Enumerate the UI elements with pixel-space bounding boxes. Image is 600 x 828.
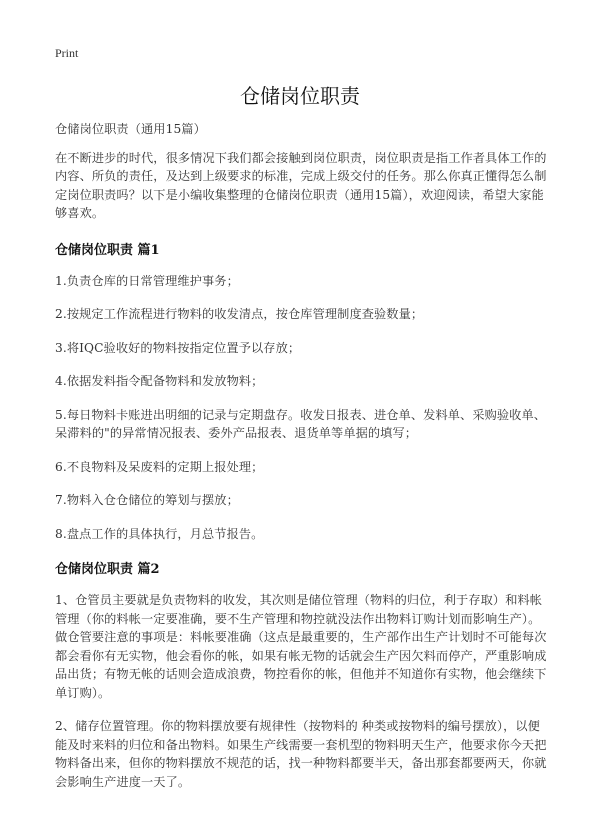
list-item: 4.依据发料指令配备物料和发放物料； [55, 374, 264, 388]
section-heading: 仓储岗位职责 篇1 [55, 242, 160, 258]
list-item: 5.每日物料卡账进出明细的记录与定期盘存。收发日报表、进仓单、发料单、采购验收单、呆滞料的"的异常情况报表、委外产品报表、退货单等单据的填写； [55, 407, 547, 440]
document-title: 仓储岗位职责 [240, 84, 360, 108]
document-subtitle: 仓储岗位职责（通用15篇） [55, 122, 206, 136]
list-item: 3.将IQC验收好的物料按指定位置予以存放； [55, 340, 301, 355]
list-item: 2.按规定工作流程进行物料的收发清点，按仓库管理制度查验数量； [55, 307, 424, 321]
print-label: Print [55, 46, 79, 60]
intro-paragraph: 在不断进步的时代，很多情况下我们都会接触到岗位职责，岗位职责是指工作者具体工作的内容、所负的责任，及达到上级要求的标准，完成上级交付的任务。那么你真正懂得怎么制定岗位职责吗？以下是小编收集整理的仓储岗位职责（通用15篇），欢迎阅读，希望大家能够喜欢。 [55, 150, 547, 220]
list-item: 7.物料入仓仓储位的筹划与摆放； [55, 493, 239, 507]
section-2 [55, 558, 547, 791]
document-body [55, 120, 547, 806]
list-item: 8.盘点工作的具体执行，月总节报告。 [55, 526, 264, 541]
list-item: 6.不良物料及呆废料的定期上报处理； [55, 459, 264, 474]
section-paragraph: 2、储存位置管理。你的物料摆放要有规律性（按物料的 种类或按物料的编号摆放），以便能及时来料的归位和备出物料。如果生产线需要一套机型的物料明天生产，他要求你今天把物料备出来，但你的物料摆放不规范的话，找一种物料都要半天，备出那套都要两天，你就会影响生产进度一天了。 [55, 719, 547, 789]
section-1 [55, 239, 547, 544]
section-heading: 仓储岗位职责 篇2 [55, 562, 160, 577]
list-item: 1.负责仓库的日常管理维护事务； [55, 273, 239, 288]
section-paragraph: 1、仓管员主要就是负责物料的收发，其次则是储位管理（物料的归位，利于存取）和料帐管理（你的料帐一定要准确，要不生产管理和物控就没法作出物料订购计划而影响生产）。做仓管要注意的事项是：料帐要准确（这点是最重要的，生产部作出生产计划时不可能每次都会看你有无实物，他会看你的帐，如果有帐无物的话就会生产因欠料而停产，严重影响成品出货；有物无帐的话则会造成浪费，物控看你的帐，但他并不知道你有实物，他会继续下单订购）。 [55, 593, 547, 700]
